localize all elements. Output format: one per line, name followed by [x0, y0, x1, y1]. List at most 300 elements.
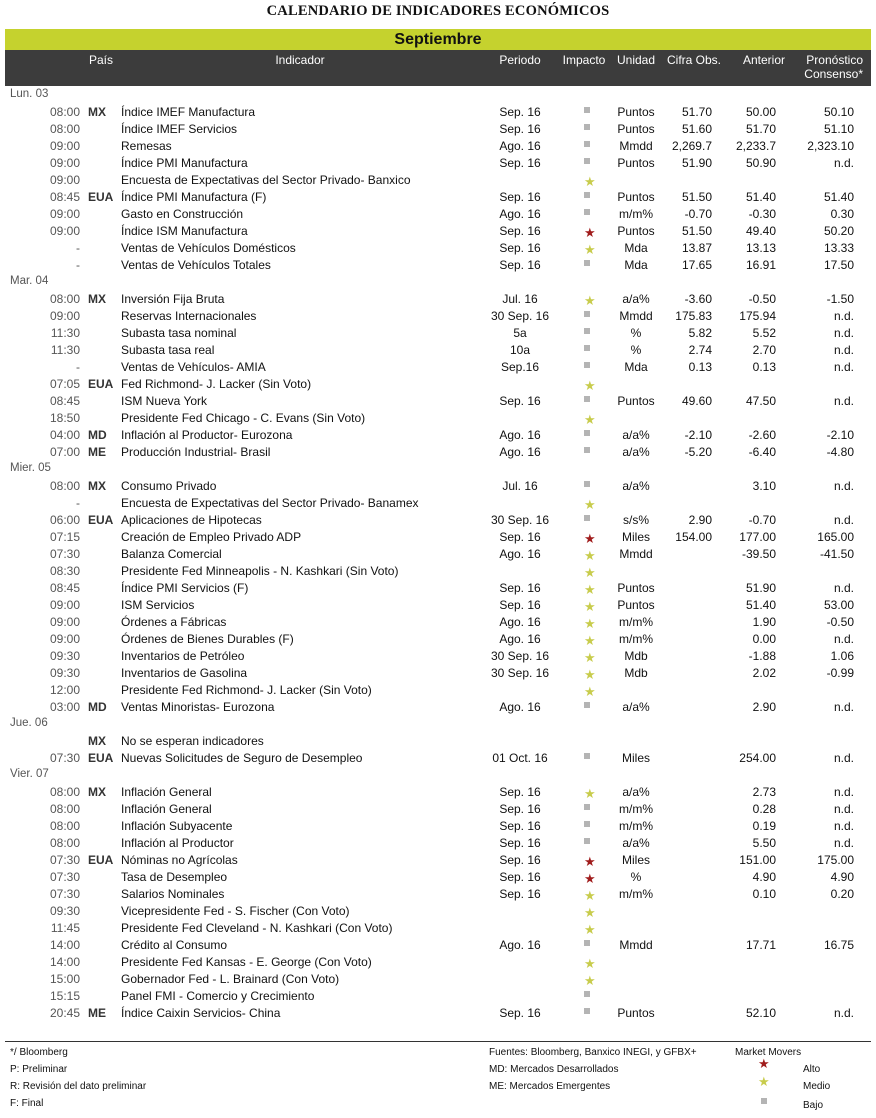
note-final: F: Final: [10, 1098, 44, 1109]
consensus-cell: 165.00: [817, 530, 854, 544]
time-cell: 08:45: [49, 190, 80, 204]
table-row: [0, 426, 876, 443]
table-row: 07:30 Salarios Nominales Sep. 16 m/m% 0.10 0.20 ★: [49, 887, 854, 903]
day-label: Mier. 05: [10, 462, 51, 474]
table-row: 07:15 Creación de Empleo Privado ADP Sep. 16 Miles 154.00 177.00 165.00 ★: [49, 530, 854, 546]
period-cell: Ago. 16: [499, 547, 541, 561]
time-cell: 07:15: [49, 530, 80, 544]
time-cell: 08:00: [49, 785, 80, 799]
indicator-cell: Índice ISM Manufactura: [121, 224, 248, 238]
consensus-cell: 0.30: [830, 207, 854, 221]
unit-cell: a/a%: [622, 428, 650, 442]
country-cell: ME: [88, 1006, 106, 1020]
unit-cell: Mda: [624, 258, 648, 272]
time-cell: 11:30: [50, 326, 80, 340]
unit-cell: Miles: [621, 530, 651, 544]
indicator-cell: Inflación al Productor- Eurozona: [121, 428, 293, 442]
indicator-cell: Órdenes de Bienes Durables (F): [121, 632, 294, 646]
period-cell: Ago. 16: [499, 632, 541, 646]
actual-cell: 2,269.7: [671, 139, 712, 153]
period-cell: Sep. 16: [499, 394, 541, 408]
indicator-cell: Subasta tasa nominal: [121, 326, 237, 340]
time-cell: 07:30: [49, 547, 80, 561]
previous-cell: 0.00: [752, 632, 776, 646]
indicator-cell: Remesas: [121, 139, 172, 153]
previous-cell: -2.60: [748, 428, 776, 442]
col-periodo: Periodo: [499, 53, 541, 67]
time-cell: 09:00: [49, 139, 80, 153]
table-row: 09:00 Órdenes de Bienes Durables (F) Ago. 16 m/m% 0.00 n.d. ★: [49, 632, 854, 648]
note-preliminar: P: Preliminar: [10, 1064, 68, 1075]
previous-cell: 52.10: [745, 1006, 776, 1020]
col-indicador: Indicador: [275, 53, 325, 67]
unit-cell: m/m%: [619, 207, 653, 221]
country-cell: MX: [88, 479, 106, 493]
period-cell: Sep. 16: [499, 224, 541, 238]
actual-cell: 154.00: [675, 530, 712, 544]
day-label: Jue. 06: [10, 717, 48, 729]
country-cell: EUA: [88, 853, 114, 867]
day-header: [0, 460, 876, 477]
indicator-cell: No se esperan indicadores: [121, 734, 264, 748]
country-cell: MX: [88, 785, 106, 799]
previous-cell: 254.00: [739, 751, 776, 765]
period-cell: Sep. 16: [499, 598, 541, 612]
time-cell: -: [76, 241, 80, 255]
legend-title: Market Movers: [735, 1047, 802, 1058]
time-cell: 09:00: [49, 156, 80, 170]
time-cell: 09:00: [49, 173, 80, 187]
unit-cell: Mmdd: [619, 938, 653, 952]
table-row: 09:00 Órdenes a Fábricas Ago. 16 m/m% 1.90 -0.50 ★: [49, 615, 854, 631]
legend-low-square-icon: [761, 1096, 767, 1107]
indicator-cell: Gobernador Fed - L. Brainard (Con Voto): [121, 972, 340, 986]
time-cell: 15:15: [49, 989, 80, 1003]
consensus-cell: -4.80: [826, 445, 854, 459]
country-cell: ME: [88, 445, 106, 459]
unit-cell: %: [630, 343, 642, 357]
actual-cell: 51.50: [681, 190, 712, 204]
consensus-cell: 0.20: [830, 887, 854, 901]
indicator-cell: Órdenes a Fábricas: [121, 615, 227, 629]
unit-cell: %: [630, 326, 642, 340]
previous-cell: 13.13: [745, 241, 776, 255]
period-cell: Sep. 16: [499, 802, 541, 816]
table-row: 09:30 Inventarios de Gasolina 30 Sep. 16 Mdb 2.02 -0.99 ★: [49, 666, 854, 682]
consensus-cell: 1.06: [830, 649, 854, 663]
table-row: 08:00 MX Inversión Fija Bruta Jul. 16 a/a% -3.60 -0.50 -1.50 ★: [49, 292, 854, 308]
indicator-cell: Inflación al Productor: [121, 836, 234, 850]
indicator-cell: Índice Caixin Servicios- China: [121, 1006, 281, 1020]
country-cell: EUA: [88, 751, 114, 765]
consensus-cell: 16.75: [823, 938, 854, 952]
table-row: [0, 120, 876, 137]
column-header-bar: [5, 50, 871, 86]
time-cell: 11:30: [50, 343, 80, 357]
previous-cell: 175.94: [739, 309, 776, 323]
consensus-cell: -2.10: [826, 428, 854, 442]
consensus-cell: n.d.: [833, 360, 854, 374]
unit-cell: Puntos: [617, 1006, 655, 1020]
unit-cell: Miles: [621, 751, 651, 765]
previous-cell: 16.91: [745, 258, 776, 272]
previous-cell: 1.90: [752, 615, 776, 629]
table-row: [0, 443, 876, 460]
table-row: [0, 817, 876, 834]
consensus-cell: n.d.: [833, 394, 854, 408]
time-cell: 09:00: [49, 615, 80, 629]
time-cell: 14:00: [49, 938, 80, 952]
period-cell: Jul. 16: [502, 479, 538, 493]
col-anterior: Anterior: [742, 53, 786, 67]
table-row: [0, 834, 876, 851]
previous-cell: -0.70: [748, 513, 776, 527]
indicator-cell: Presidente Fed Cleveland - N. Kashkari (Con Voto): [121, 921, 393, 935]
time-cell: -: [76, 496, 80, 510]
table-row: [0, 732, 876, 749]
col-unidad: Unidad: [616, 53, 656, 67]
previous-cell: 2.70: [752, 343, 776, 357]
consensus-cell: n.d.: [833, 479, 854, 493]
indicator-cell: Nuevas Solicitudes de Seguro de Desempleo: [121, 751, 363, 765]
table-row: - Ventas de Vehículos Domésticos Sep. 16 Mda 13.87 13.13 13.33 ★: [76, 241, 854, 257]
period-cell: 5a: [513, 326, 527, 340]
unit-cell: Puntos: [617, 224, 655, 238]
indicator-cell: Consumo Privado: [121, 479, 217, 493]
indicator-cell: Presidente Fed Chicago - C. Evans (Sin Voto): [121, 411, 366, 425]
period-cell: Sep. 16: [499, 122, 541, 136]
previous-cell: 0.19: [752, 819, 776, 833]
previous-cell: 151.00: [739, 853, 776, 867]
period-cell: Ago. 16: [499, 207, 541, 221]
time-cell: 09:00: [49, 632, 80, 646]
period-cell: Ago. 16: [499, 700, 541, 714]
previous-cell: 3.10: [752, 479, 776, 493]
previous-cell: 51.40: [745, 598, 776, 612]
indicator-cell: Índice PMI Manufactura: [121, 156, 248, 170]
period-cell: Sep.16: [500, 360, 540, 374]
previous-cell: 2.90: [752, 700, 776, 714]
table-row: [0, 800, 876, 817]
period-cell: Sep. 16: [499, 836, 541, 850]
unit-cell: a/a%: [622, 445, 650, 459]
time-cell: 07:30: [49, 853, 80, 867]
indicator-cell: Creación de Empleo Privado ADP: [121, 530, 302, 544]
consensus-cell: -1.50: [826, 292, 854, 306]
time-cell: 03:00: [49, 700, 80, 714]
unit-cell: Mdb: [624, 666, 648, 680]
table-row: 08:30 Presidente Fed Minneapolis - N. Kashkari (Sin Voto) ★: [49, 564, 596, 580]
table-row: [0, 358, 876, 375]
unit-cell: Puntos: [617, 122, 655, 136]
consensus-cell: n.d.: [833, 700, 854, 714]
period-cell: 30 Sep. 16: [490, 666, 550, 680]
consensus-cell: n.d.: [833, 751, 854, 765]
period-cell: 30 Sep. 16: [490, 513, 550, 527]
unit-cell: Puntos: [617, 105, 655, 119]
table-row: [0, 324, 876, 341]
unit-cell: m/m%: [619, 887, 653, 901]
unit-cell: Mmdd: [619, 547, 653, 561]
consensus-cell: n.d.: [833, 1006, 854, 1020]
previous-cell: 2,233.7: [735, 139, 776, 153]
indicator-cell: Aplicaciones de Hipotecas: [121, 513, 262, 527]
period-cell: Sep. 16: [499, 241, 541, 255]
time-cell: 07:30: [49, 887, 80, 901]
indicator-cell: Presidente Fed Richmond- J. Lacker (Sin Voto): [121, 683, 372, 697]
previous-cell: 0.10: [752, 887, 776, 901]
time-cell: 08:00: [49, 292, 80, 306]
indicator-cell: Nóminas no Agrícolas: [121, 853, 238, 867]
table-row: 09:30 Inventarios de Petróleo 30 Sep. 16 Mdb -1.88 1.06 ★: [49, 649, 854, 665]
unit-cell: Puntos: [617, 190, 655, 204]
consensus-cell: n.d.: [833, 819, 854, 833]
period-cell: Ago. 16: [499, 615, 541, 629]
indicator-cell: Encuesta de Expectativas del Sector Privado- Banxico: [121, 173, 411, 187]
time-cell: 12:00: [49, 683, 80, 697]
table-row: [0, 154, 876, 171]
previous-cell: 2.02: [752, 666, 776, 680]
unit-cell: m/m%: [619, 615, 653, 629]
table-row: [0, 1004, 876, 1021]
note-fuentes: Fuentes: Bloomberg, Banxico INEGI, y GFBX+: [489, 1047, 697, 1058]
table-row: - Encuesta de Expectativas del Sector Privado- Banamex ★: [76, 496, 596, 512]
table-row: [0, 205, 876, 222]
consensus-cell: n.d.: [833, 836, 854, 850]
indicator-cell: Subasta tasa real: [121, 343, 215, 357]
actual-cell: 13.87: [681, 241, 712, 255]
table-row: [0, 256, 876, 273]
indicator-cell: Gasto en Construcción: [121, 207, 244, 221]
legend-medio: Medio: [803, 1081, 831, 1092]
indicator-cell: Ventas de Vehículos- AMIA: [121, 360, 266, 374]
consensus-cell: -0.50: [826, 615, 854, 629]
actual-cell: 5.82: [688, 326, 712, 340]
legend-bajo: Bajo: [803, 1100, 824, 1111]
table-row: [0, 698, 876, 715]
footer-divider: [5, 1041, 871, 1042]
consensus-cell: 51.10: [823, 122, 854, 136]
consensus-cell: 17.50: [823, 258, 854, 272]
actual-cell: -5.20: [684, 445, 712, 459]
previous-cell: 51.90: [745, 581, 776, 595]
note-bloomberg: */ Bloomberg: [10, 1047, 68, 1058]
indicator-cell: Índice IMEF Manufactura: [121, 105, 256, 119]
unit-cell: Puntos: [617, 394, 655, 408]
actual-cell: 17.65: [681, 258, 712, 272]
legend-high-star-icon: ★: [758, 1056, 770, 1071]
day-header: [0, 86, 876, 103]
time-cell: 08:00: [49, 122, 80, 136]
country-cell: MX: [88, 734, 106, 748]
country-cell: EUA: [88, 377, 114, 391]
day-header: [0, 766, 876, 783]
actual-cell: 175.83: [675, 309, 712, 323]
table-row: [0, 749, 876, 766]
table-row: 07:30 Balanza Comercial Ago. 16 Mmdd -39.50 -41.50 ★: [49, 547, 854, 563]
period-cell: Sep. 16: [499, 156, 541, 170]
previous-cell: 50.00: [745, 105, 776, 119]
table-row: 12:00 Presidente Fed Richmond- J. Lacker (Sin Voto) ★: [49, 683, 596, 699]
consensus-cell: n.d.: [833, 581, 854, 595]
table-row: [0, 188, 876, 205]
consensus-cell: 51.40: [823, 190, 854, 204]
previous-cell: 49.40: [745, 224, 776, 238]
note-revision: R: Revisión del dato preliminar: [10, 1081, 147, 1092]
unit-cell: Mdb: [624, 649, 648, 663]
unit-cell: Mda: [624, 360, 648, 374]
day-label: Mar. 04: [10, 275, 49, 287]
day-header: [0, 715, 876, 732]
time-cell: -: [76, 360, 80, 374]
table-row: [0, 103, 876, 120]
time-cell: 07:05: [49, 377, 80, 391]
period-cell: Sep. 16: [499, 870, 541, 884]
actual-cell: 49.60: [681, 394, 712, 408]
period-cell: Ago. 16: [499, 938, 541, 952]
consensus-cell: 53.00: [823, 598, 854, 612]
table-row: [0, 936, 876, 953]
actual-cell: 51.60: [681, 122, 712, 136]
unit-cell: Mmdd: [619, 309, 653, 323]
period-cell: Ago. 16: [499, 139, 541, 153]
unit-cell: Puntos: [617, 156, 655, 170]
indicator-cell: Crédito al Consumo: [121, 938, 228, 952]
indicator-cell: Índice PMI Servicios (F): [121, 581, 249, 595]
table-row: 07:30 EUA Nóminas no Agrícolas Sep. 16 Miles 151.00 175.00 ★: [49, 853, 854, 869]
indicator-cell: Índice PMI Manufactura (F): [121, 190, 267, 204]
unit-cell: m/m%: [619, 802, 653, 816]
consensus-cell: n.d.: [833, 343, 854, 357]
indicator-cell: Inventarios de Gasolina: [121, 666, 248, 680]
time-cell: 08:45: [49, 581, 80, 595]
table-row: [0, 987, 876, 1004]
col-consenso: Consenso*: [804, 67, 863, 81]
unit-cell: s/s%: [622, 513, 650, 527]
indicator-cell: Panel FMI - Comercio y Crecimiento: [121, 989, 315, 1003]
indicator-cell: Presidente Fed Minneapolis - N. Kashkari (Sin Voto): [121, 564, 399, 578]
actual-cell: 51.90: [681, 156, 712, 170]
actual-cell: 51.50: [681, 224, 712, 238]
indicator-cell: ISM Nueva York: [121, 394, 208, 408]
table-row: 07:05 EUA Fed Richmond- J. Lacker (Sin Voto) ★: [49, 377, 596, 393]
time-cell: 09:30: [49, 666, 80, 680]
consensus-cell: 13.33: [823, 241, 854, 255]
period-cell: 10a: [509, 343, 531, 357]
note-me: ME: Mercados Emergentes: [489, 1081, 611, 1092]
unit-cell: m/m%: [619, 632, 653, 646]
unit-cell: Mmdd: [619, 139, 653, 153]
actual-cell: 0.13: [688, 360, 712, 374]
time-cell: 08:00: [49, 819, 80, 833]
col-pronostico: Pronóstico: [806, 53, 863, 67]
table-row: [0, 341, 876, 358]
country-cell: EUA: [88, 513, 114, 527]
consensus-cell: n.d.: [833, 326, 854, 340]
previous-cell: 0.28: [752, 802, 776, 816]
previous-cell: 4.90: [752, 870, 776, 884]
previous-cell: 50.90: [745, 156, 776, 170]
table-row: [0, 307, 876, 324]
unit-cell: a/a%: [622, 836, 650, 850]
previous-cell: 177.00: [739, 530, 776, 544]
indicator-cell: Fed Richmond- J. Lacker (Sin Voto): [121, 377, 312, 391]
indicator-cell: Balanza Comercial: [121, 547, 222, 561]
time-cell: -: [76, 258, 80, 272]
actual-cell: -3.60: [684, 292, 712, 306]
indicator-cell: Ventas de Vehículos Totales: [121, 258, 271, 272]
time-cell: 09:30: [49, 904, 80, 918]
period-cell: Jul. 16: [502, 292, 538, 306]
time-cell: 07:30: [49, 751, 80, 765]
period-cell: Sep. 16: [499, 258, 541, 272]
time-cell: 08:45: [49, 394, 80, 408]
indicator-cell: Vicepresidente Fed - S. Fischer (Con Voto): [121, 904, 350, 918]
col-impacto: Impacto: [562, 53, 606, 67]
consensus-cell: -0.99: [826, 666, 854, 680]
consensus-cell: 50.20: [823, 224, 854, 238]
time-cell: 08:00: [49, 479, 80, 493]
unit-cell: Miles: [621, 853, 651, 867]
previous-cell: -6.40: [748, 445, 776, 459]
unit-cell: Puntos: [617, 581, 655, 595]
period-cell: Sep. 16: [499, 819, 541, 833]
time-cell: 07:00: [49, 445, 80, 459]
col-pais: País: [88, 53, 114, 67]
previous-cell: 47.50: [745, 394, 776, 408]
consensus-cell: 4.90: [830, 870, 854, 884]
previous-cell: 17.71: [745, 938, 776, 952]
previous-cell: 2.73: [752, 785, 776, 799]
legend-alto: Alto: [803, 1064, 821, 1075]
indicator-cell: Inventarios de Petróleo: [121, 649, 245, 663]
indicator-cell: Ventas Minoristas- Eurozona: [121, 700, 275, 714]
table-row: 07:30 Tasa de Desempleo Sep. 16 % 4.90 4.90 ★: [49, 870, 854, 886]
actual-cell: -2.10: [684, 428, 712, 442]
period-cell: Sep. 16: [499, 887, 541, 901]
consensus-cell: n.d.: [833, 785, 854, 799]
previous-cell: 51.70: [745, 122, 776, 136]
period-cell: Sep. 16: [499, 581, 541, 595]
country-cell: MD: [88, 428, 107, 442]
period-cell: 01 Oct. 16: [492, 751, 548, 765]
table-row: [0, 137, 876, 154]
period-cell: 30 Sep. 16: [490, 649, 550, 663]
table-row: 09:00 Encuesta de Expectativas del Sector Privado- Banxico ★: [49, 173, 596, 189]
unit-cell: a/a%: [622, 700, 650, 714]
indicator-cell: Presidente Fed Kansas - E. George (Con Voto): [121, 955, 372, 969]
country-cell: MX: [88, 292, 106, 306]
consensus-cell: n.d.: [833, 309, 854, 323]
col-cifra: Cifra Obs.: [666, 53, 722, 67]
time-cell: 08:00: [49, 105, 80, 119]
period-cell: Ago. 16: [499, 445, 541, 459]
period-cell: Sep. 16: [499, 1006, 541, 1020]
document-title: CALENDARIO DE INDICADORES ECONÓMICOS: [266, 3, 610, 19]
time-cell: 09:00: [49, 224, 80, 238]
table-row: 11:45 Presidente Fed Cleveland - N. Kashkari (Con Voto) ★: [50, 921, 596, 937]
unit-cell: a/a%: [622, 292, 650, 306]
consensus-cell: -41.50: [819, 547, 854, 561]
time-cell: 18:50: [49, 411, 80, 425]
period-cell: Sep. 16: [499, 530, 541, 544]
unit-cell: Puntos: [617, 598, 655, 612]
previous-cell: -39.50: [741, 547, 776, 561]
actual-cell: 2.90: [688, 513, 712, 527]
table-row: 08:45 Índice PMI Servicios (F) Sep. 16 Puntos 51.90 n.d. ★: [49, 581, 854, 597]
consensus-cell: 175.00: [817, 853, 854, 867]
time-cell: 11:45: [50, 921, 80, 935]
